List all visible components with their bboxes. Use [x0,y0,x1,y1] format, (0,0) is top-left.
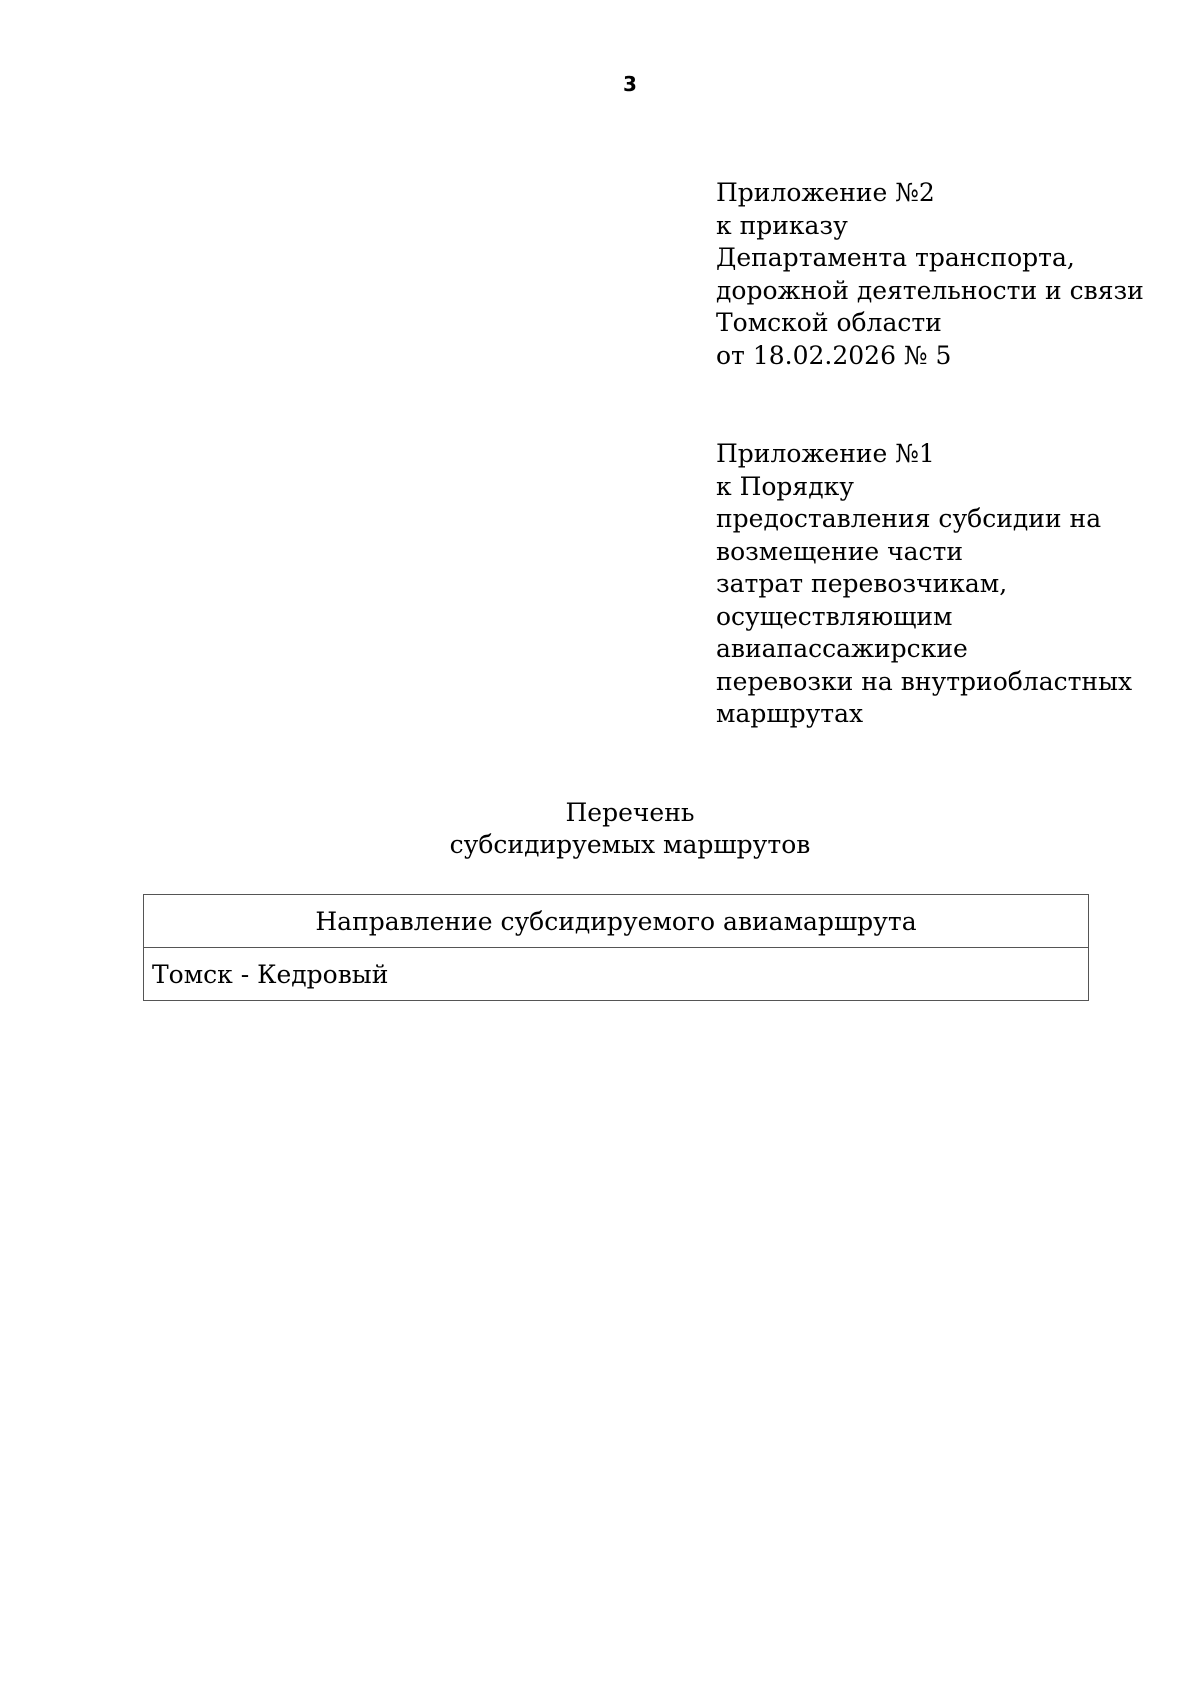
annex-1-line: Приложение №1 [716,439,935,468]
annex-1-line: возмещение части [716,536,964,566]
annex-2-line: от 18.02.2026 № 5 [716,340,952,370]
table-row [144,948,1089,1001]
route-cell: Томск - Кедровый [144,948,1089,1001]
table-header-row [144,895,1089,948]
annex-1-line: перевозки на внутриобластных [716,666,1133,696]
routes-table [143,894,1089,1001]
annex-1-line: предоставления субсидии на [716,504,1102,533]
annex-2-heading [716,177,1144,372]
annex-1-heading [716,438,1132,731]
page-number: 3 [623,72,637,96]
list-title-line-1: Перечень [565,798,695,827]
annex-2-line: дорожной деятельности и связи [716,275,1144,305]
annex-1-line: затрат перевозчикам, [716,569,1008,598]
list-title-line-2: субсидируемых маршрутов [449,830,811,859]
annex-2-line: Приложение №2 [716,178,935,207]
annex-1-line: авиапассажирские [716,634,968,663]
annex-2-line: Томской области [716,308,942,337]
annex-2-line: к приказу [716,210,848,240]
table-header-cell: Направление субсидируемого авиамаршрута [144,895,1089,948]
annex-1-line: осуществляющим [716,601,953,631]
list-title [0,797,1200,861]
annex-1-line: маршрутах [716,699,864,728]
annex-1-line: к Порядку [716,471,854,501]
annex-2-line: Департамента транспорта, [716,243,1075,272]
